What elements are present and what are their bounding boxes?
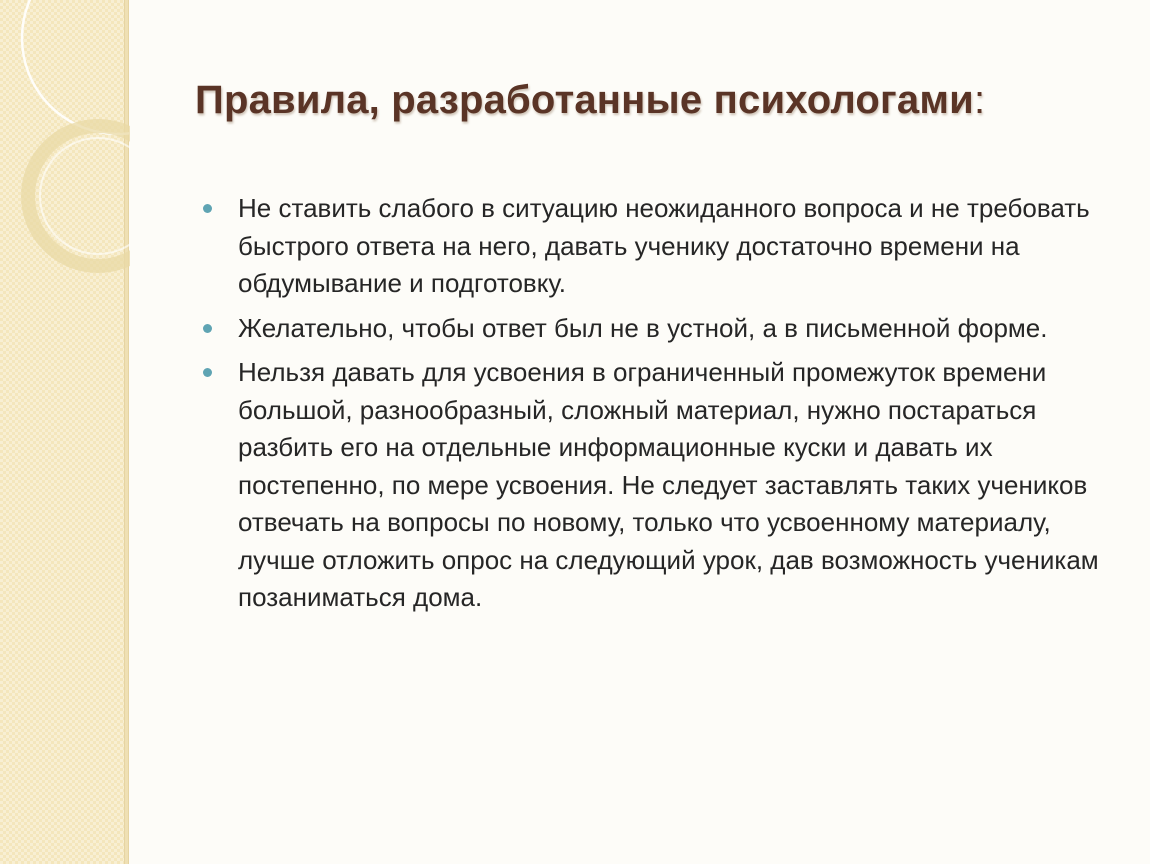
bullet-text: Нельзя давать для усвоения в ограниченный промежуток времени большой, разнообразный, сложный материал, нужно постараться разбить его на отдельные информационные куски и давать их постепенно, по мере усвоения. Не следует заставлять таких учеников отвечать на вопросы по новому, только что усвоенному материалу, лучше отложить опрос на следующий урок, дав возможность ученикам позаниматься дома. xyxy=(238,357,1099,612)
bullet-icon xyxy=(203,368,212,377)
slide-title-colon: : xyxy=(973,78,986,122)
bullet-icon xyxy=(203,204,212,213)
bullet-icon xyxy=(203,324,212,333)
bullet-item xyxy=(200,310,1120,348)
bullet-item xyxy=(200,190,1120,303)
slide-title-text: Правила, разработанные психологами xyxy=(195,78,974,122)
bullet-list xyxy=(200,190,1120,624)
bullet-text: Не ставить слабого в ситуацию неожиданного вопроса и не требовать быстрого ответа на него, давать ученику достаточно времени на обдумывание и подготовку. xyxy=(238,193,1090,298)
slide-title xyxy=(195,78,1115,123)
bullet-text: Желательно, чтобы ответ был не в устной, а в письменной форме. xyxy=(238,312,1048,343)
bullet-item xyxy=(200,354,1120,617)
decorative-circles xyxy=(0,0,130,300)
